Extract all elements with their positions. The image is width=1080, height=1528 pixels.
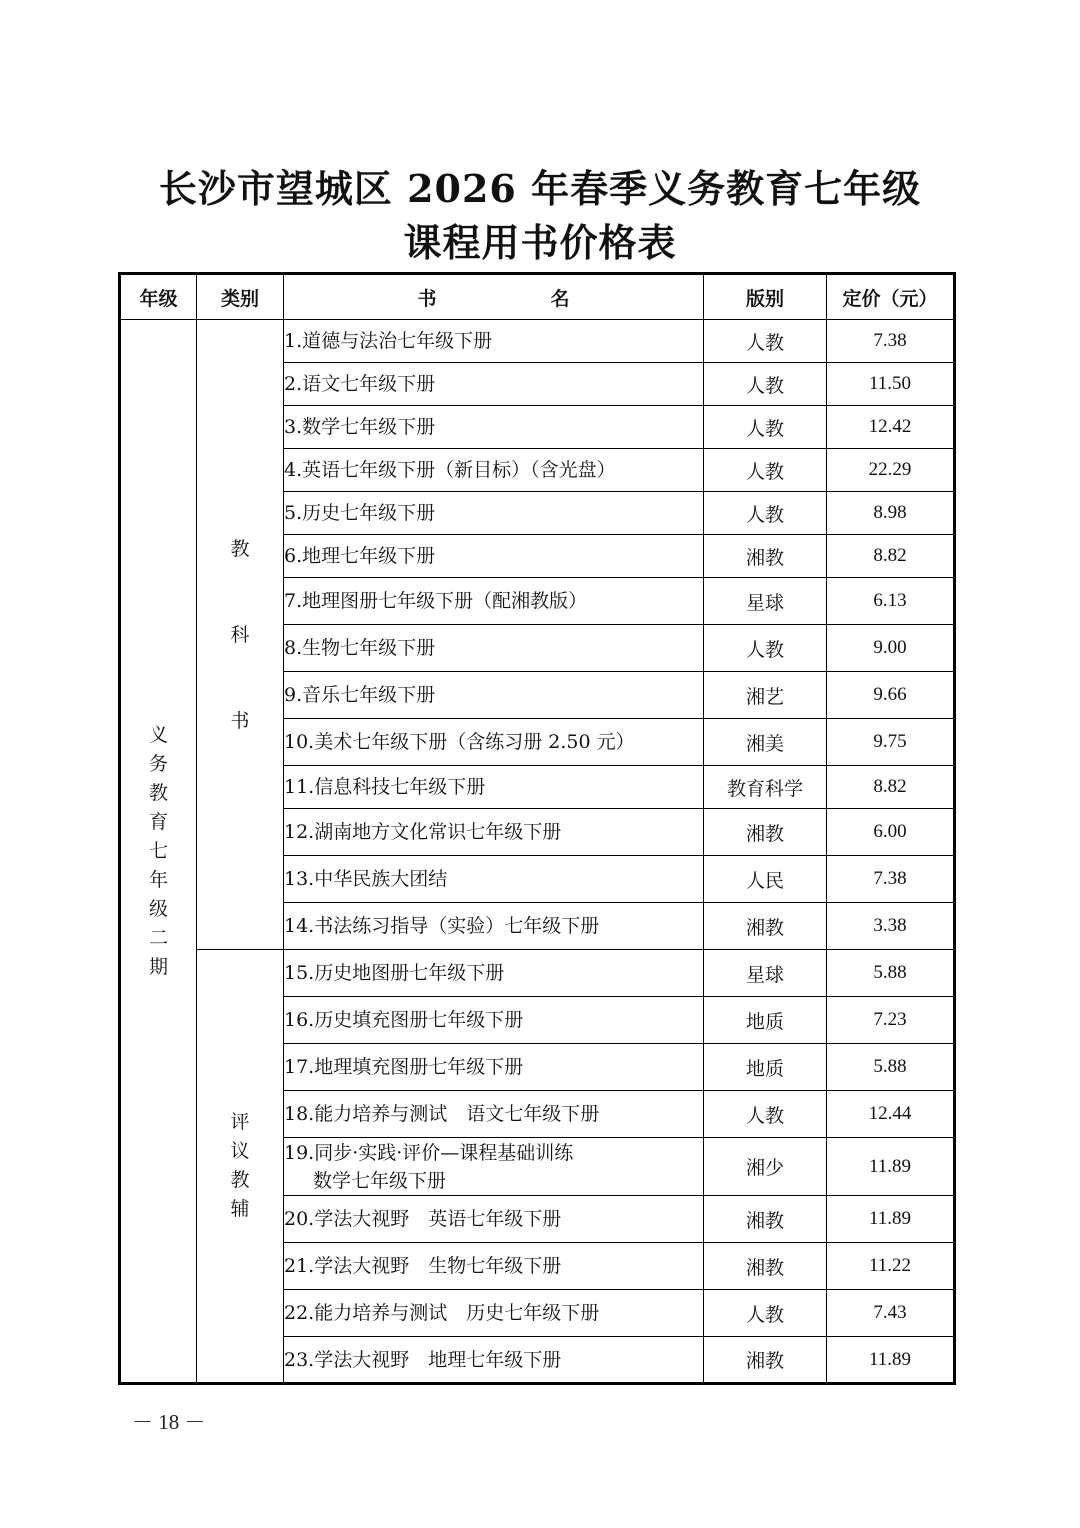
price-cell: 7.43 xyxy=(827,1290,955,1337)
book-name: 22.能力培养与测试 历史七年级下册 xyxy=(284,1302,600,1324)
book-name-cell xyxy=(284,449,704,492)
edition-cell: 湘教 xyxy=(704,1243,827,1290)
document-title-line-1: 长沙市望城区 2026 年春季义务教育七年级 xyxy=(158,166,922,211)
price-cell: 6.13 xyxy=(827,578,955,625)
edition-cell: 地质 xyxy=(704,997,827,1044)
edition-cell: 人教 xyxy=(704,406,827,449)
book-name-cell xyxy=(284,320,704,363)
book-name-cell xyxy=(284,1044,704,1091)
book-name-cell xyxy=(284,903,704,950)
price-cell: 11.89 xyxy=(827,1196,955,1243)
price-cell: 6.00 xyxy=(827,809,955,856)
book-name-cell xyxy=(284,1091,704,1138)
book-name: 10.美术七年级下册（含练习册 2.50 元） xyxy=(284,731,635,753)
book-name-cell xyxy=(284,672,704,719)
book-name: 11.信息科技七年级下册 xyxy=(284,776,486,798)
edition-cell: 湘教 xyxy=(704,809,827,856)
book-name: 6.地理七年级下册 xyxy=(284,545,436,567)
book-name: 16.历史填充图册七年级下册 xyxy=(284,1009,524,1031)
price-cell: 22.29 xyxy=(827,449,955,492)
edition-cell: 星球 xyxy=(704,578,827,625)
book-name: 13.中华民族大团结 xyxy=(284,868,448,890)
book-name: 20.学法大视野 英语七年级下册 xyxy=(284,1208,562,1230)
price-cell: 11.89 xyxy=(827,1138,955,1196)
book-name-cell xyxy=(284,492,704,535)
edition-cell: 星球 xyxy=(704,950,827,997)
book-name: 17.地理填充图册七年级下册 xyxy=(284,1056,524,1078)
price-cell: 8.98 xyxy=(827,492,955,535)
price-cell: 12.42 xyxy=(827,406,955,449)
edition-cell: 人教 xyxy=(704,320,827,363)
edition-cell: 人教 xyxy=(704,1290,827,1337)
price-cell: 5.88 xyxy=(827,950,955,997)
price-cell: 3.38 xyxy=(827,903,955,950)
book-name-cell xyxy=(284,578,704,625)
book-name: 23.学法大视野 地理七年级下册 xyxy=(284,1348,562,1371)
book-name: 18.能力培养与测试 语文七年级下册 xyxy=(284,1103,600,1125)
price-cell: 8.82 xyxy=(827,766,955,809)
price-cell: 8.82 xyxy=(827,535,955,578)
book-name: 15.历史地图册七年级下册 xyxy=(284,962,505,984)
book-name: 4.英语七年级下册（新目标）（含光盘） xyxy=(284,459,616,481)
book-name: 3.数学七年级下册 xyxy=(284,416,436,438)
header-edition: 版别 xyxy=(704,274,827,320)
book-name: 14.书法练习指导（实验）七年级下册 xyxy=(284,915,600,937)
edition-cell: 湘教 xyxy=(704,535,827,578)
book-name: 21.学法大视野 生物七年级下册 xyxy=(284,1255,562,1277)
page-number: － 18 － xyxy=(132,1410,206,1434)
book-name: 2.语文七年级下册 xyxy=(284,373,436,395)
edition-cell: 湘教 xyxy=(704,1337,827,1384)
book-name-cell xyxy=(284,1243,704,1290)
book-name: 5.历史七年级下册 xyxy=(284,502,436,524)
price-cell: 7.38 xyxy=(827,320,955,363)
price-cell: 7.23 xyxy=(827,997,955,1044)
edition-cell: 人教 xyxy=(704,492,827,535)
book-name-cell xyxy=(284,719,704,766)
book-name: 1.道德与法治七年级下册 xyxy=(284,330,493,352)
price-cell: 7.38 xyxy=(827,856,955,903)
edition-cell: 人教 xyxy=(704,449,827,492)
category-assist-cell-text: 评议教辅 xyxy=(230,1111,250,1220)
edition-cell: 湘美 xyxy=(704,719,827,766)
header-grade: 年级 xyxy=(120,274,197,320)
price-cell: 9.00 xyxy=(827,625,955,672)
book-name-cell xyxy=(284,997,704,1044)
category-assist-cell xyxy=(197,950,284,1384)
edition-cell: 地质 xyxy=(704,1044,827,1091)
book-name: 12.湖南地方文化常识七年级下册 xyxy=(284,821,562,843)
edition-cell: 人民 xyxy=(704,856,827,903)
book-name: 9.音乐七年级下册 xyxy=(284,684,436,706)
edition-cell: 人教 xyxy=(704,1091,827,1138)
table-row xyxy=(120,320,955,363)
book-name-cell xyxy=(284,625,704,672)
document-title-line-2: 课程用书价格表 xyxy=(403,220,677,265)
edition-cell: 湘艺 xyxy=(704,672,827,719)
book-name-cell xyxy=(284,1290,704,1337)
book-name-cell xyxy=(284,950,704,997)
category-textbook-cell-text: 教科书 xyxy=(230,537,250,732)
book-name-cell xyxy=(284,809,704,856)
book-name-cell xyxy=(284,406,704,449)
book-name-cell xyxy=(284,535,704,578)
price-cell: 11.89 xyxy=(827,1337,955,1384)
grade-cell-text: 义务教育七年级二期 xyxy=(148,723,168,978)
price-cell: 5.88 xyxy=(827,1044,955,1091)
table-body xyxy=(120,320,955,1384)
price-cell: 12.44 xyxy=(827,1091,955,1138)
table-header-row xyxy=(120,274,955,320)
edition-cell: 湘教 xyxy=(704,1196,827,1243)
book-name-cell xyxy=(284,1337,704,1384)
book-name: 8.生物七年级下册 xyxy=(284,637,436,659)
price-cell: 9.66 xyxy=(827,672,955,719)
book-name-cell xyxy=(284,766,704,809)
book-name-cell xyxy=(284,1196,704,1243)
header-price: 定价（元） xyxy=(827,274,955,320)
edition-cell: 湘教 xyxy=(704,903,827,950)
header-book-name: 书 名 xyxy=(284,274,704,320)
book-name-cell xyxy=(284,1138,704,1196)
book-name: 7.地理图册七年级下册（配湘教版） xyxy=(284,590,588,612)
grade-cell xyxy=(120,320,197,1384)
price-cell: 11.22 xyxy=(827,1243,955,1290)
table-row xyxy=(120,950,955,997)
book-name-cell xyxy=(284,856,704,903)
edition-cell: 人教 xyxy=(704,625,827,672)
edition-cell: 湘少 xyxy=(704,1138,827,1196)
price-cell: 11.50 xyxy=(827,363,955,406)
book-name-cell xyxy=(284,363,704,406)
book-name: 19.同步·实践·评价—课程基础训练 xyxy=(284,1141,574,1164)
edition-cell: 教育科学 xyxy=(704,766,827,809)
price-cell: 9.75 xyxy=(827,719,955,766)
header-category: 类别 xyxy=(197,274,284,320)
edition-cell: 人教 xyxy=(704,363,827,406)
category-textbook-cell xyxy=(197,320,284,950)
book-name-line-2: 数学七年级下册 xyxy=(313,1169,447,1192)
price-table xyxy=(118,272,956,1385)
